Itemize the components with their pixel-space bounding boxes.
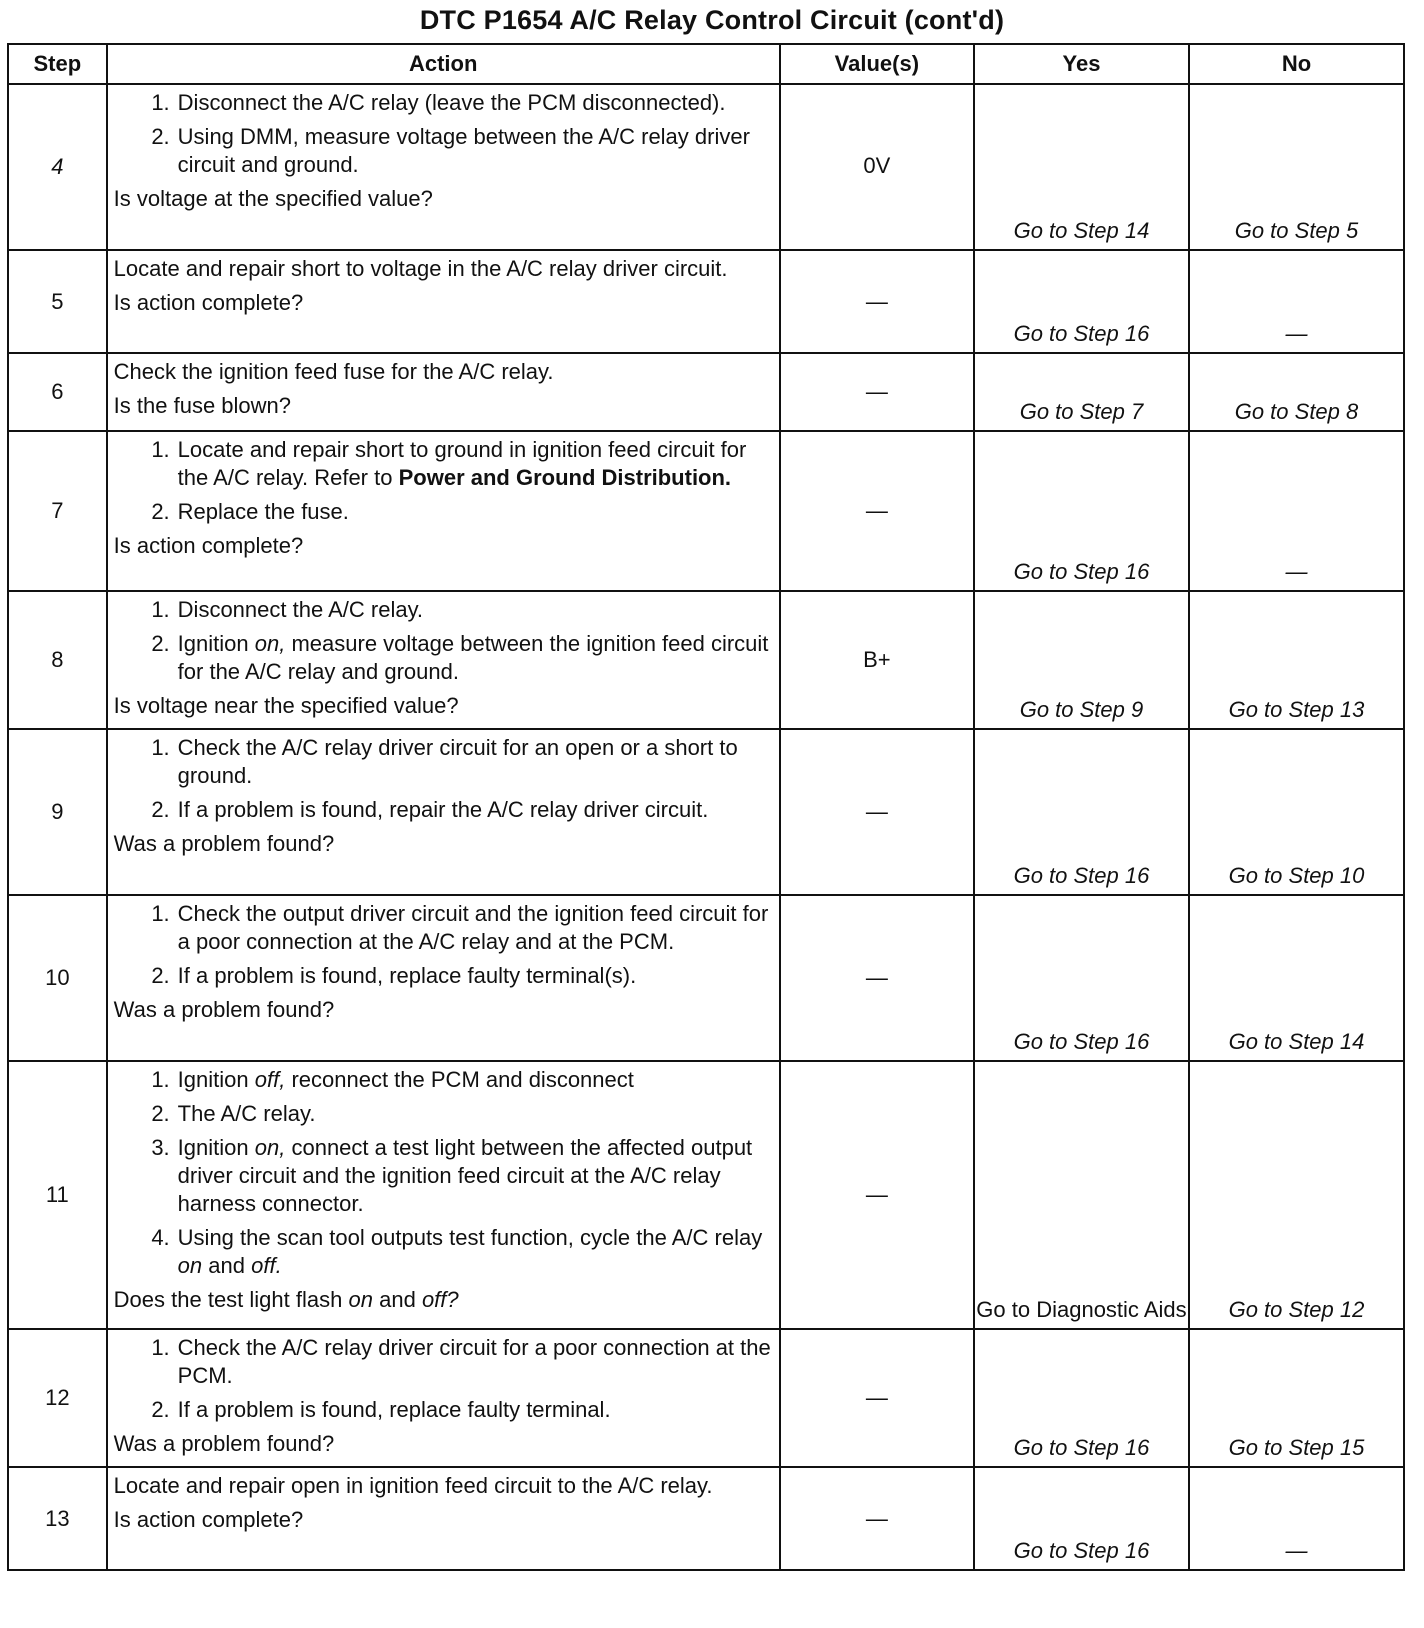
action-cell	[107, 431, 780, 591]
no-cell: Go to Step 12	[1189, 1061, 1404, 1329]
value-cell: —	[780, 1061, 974, 1329]
action-cell	[107, 1061, 780, 1329]
action-item: 2. The A/C relay.	[151, 1101, 316, 1126]
step-number: 12	[8, 1329, 107, 1467]
action-cell	[107, 250, 780, 353]
table-row	[8, 431, 1404, 591]
action-question: Does the test light flash on and off?	[113, 1287, 459, 1312]
no-cell: Go to Step 13	[1189, 591, 1404, 729]
no-cell: —	[1189, 1467, 1404, 1570]
action-text: Locate and repair short to voltage in the A/C relay driver circuit.	[113, 256, 728, 281]
action-question: Is the fuse blown?	[113, 393, 292, 418]
no-cell: Go to Step 8	[1189, 353, 1404, 431]
value-cell: —	[780, 431, 974, 591]
value-cell: —	[780, 353, 974, 431]
page-title: DTC P1654 A/C Relay Control Circuit (cont'd)	[419, 5, 1005, 35]
value-cell: —	[780, 729, 974, 895]
no-cell: —	[1189, 431, 1404, 591]
table-row	[8, 250, 1404, 353]
action-item: 2. Using DMM, measure voltage between the A/C relay driver circuit and ground.	[151, 124, 750, 177]
header-no: No	[1189, 44, 1404, 84]
action-cell	[107, 353, 780, 431]
action-cell	[107, 1329, 780, 1467]
table-row	[8, 84, 1404, 250]
yes-cell: Go to Step 16	[974, 1467, 1189, 1570]
no-cell: Go to Step 15	[1189, 1329, 1404, 1467]
action-item: 2. Ignition on, measure voltage between the ignition feed circuit for the A/C relay and ground.	[151, 631, 769, 684]
action-item: 2. If a problem is found, replace faulty terminal.	[151, 1397, 611, 1422]
action-cell	[107, 895, 780, 1061]
yes-cell: Go to Step 16	[974, 729, 1189, 895]
action-item: 1. Ignition off, reconnect the PCM and disconnect	[151, 1067, 634, 1092]
action-question: Was a problem found?	[113, 1431, 335, 1456]
action-cell	[107, 84, 780, 250]
yes-cell: Go to Step 7	[974, 353, 1189, 431]
yes-cell: Go to Step 16	[974, 1329, 1189, 1467]
header-yes: Yes	[974, 44, 1189, 84]
action-question: Is voltage near the specified value?	[113, 693, 459, 718]
value-cell: 0V	[780, 84, 974, 250]
action-question: Was a problem found?	[113, 997, 335, 1022]
action-item: 1. Check the output driver circuit and the ignition feed circuit for a poor connection at the A/C relay and at the PCM.	[151, 901, 769, 954]
table-row	[8, 1329, 1404, 1467]
no-cell: Go to Step 5	[1189, 84, 1404, 250]
action-cell	[107, 1467, 780, 1570]
value-cell: —	[780, 895, 974, 1061]
yes-cell: Go to Step 9	[974, 591, 1189, 729]
step-number: 7	[8, 431, 107, 591]
value-cell: —	[780, 1467, 974, 1570]
no-cell: Go to Step 14	[1189, 895, 1404, 1061]
table-row	[8, 895, 1404, 1061]
step-number: 9	[8, 729, 107, 895]
action-item: 1. Locate and repair short to ground in ignition feed circuit for the A/C relay. Refer to Power and Ground Distribution.	[151, 437, 747, 490]
action-question: Was a problem found?	[113, 831, 335, 856]
action-item: 2. If a problem is found, repair the A/C relay driver circuit.	[151, 797, 709, 822]
action-item: 2. Replace the fuse.	[151, 499, 349, 524]
step-number: 10	[8, 895, 107, 1061]
table-row	[8, 1467, 1404, 1570]
step-number: 5	[8, 250, 107, 353]
no-cell: Go to Step 10	[1189, 729, 1404, 895]
action-question: Is voltage at the specified value?	[113, 186, 433, 211]
value-cell: B+	[780, 591, 974, 729]
action-item: 2. If a problem is found, replace faulty terminal(s).	[151, 963, 637, 988]
yes-cell: Go to Step 14	[974, 84, 1189, 250]
yes-cell: Go to Step 16	[974, 250, 1189, 353]
value-cell: —	[780, 1329, 974, 1467]
action-text: Check the ignition feed fuse for the A/C relay.	[113, 359, 554, 384]
value-cell: —	[780, 250, 974, 353]
action-item: 1. Check the A/C relay driver circuit for an open or a short to ground.	[151, 735, 738, 788]
action-question: Is action complete?	[113, 1507, 304, 1532]
diagnostic-table	[7, 43, 1405, 1571]
action-item: 1. Disconnect the A/C relay.	[151, 597, 424, 622]
header-values: Value(s)	[780, 44, 974, 84]
yes-cell: Go to Step 16	[974, 895, 1189, 1061]
action-question: Is action complete?	[113, 290, 304, 315]
action-item: 1. Check the A/C relay driver circuit for a poor connection at the PCM.	[151, 1335, 771, 1388]
table-header-row	[8, 44, 1404, 84]
table-row	[8, 353, 1404, 431]
step-number: 6	[8, 353, 107, 431]
step-number: 4	[8, 84, 107, 250]
action-item: 1. Disconnect the A/C relay (leave the PCM disconnected).	[151, 90, 726, 115]
action-cell	[107, 591, 780, 729]
header-step: Step	[8, 44, 107, 84]
action-item: 4. Using the scan tool outputs test function, cycle the A/C relay on and off.	[151, 1225, 763, 1278]
step-number: 11	[8, 1061, 107, 1329]
no-cell: —	[1189, 250, 1404, 353]
step-number: 8	[8, 591, 107, 729]
yes-cell: Go to Diagnostic Aids	[974, 1061, 1189, 1329]
action-cell	[107, 729, 780, 895]
yes-cell: Go to Step 16	[974, 431, 1189, 591]
table-row	[8, 591, 1404, 729]
table-row	[8, 729, 1404, 895]
table-row	[8, 1061, 1404, 1329]
action-text: Locate and repair open in ignition feed circuit to the A/C relay.	[113, 1473, 713, 1498]
action-item: 3. Ignition on, connect a test light between the affected output driver circuit and the ignition feed circuit at the A/C relay harness connector.	[151, 1135, 753, 1216]
header-action: Action	[107, 44, 780, 84]
step-number: 13	[8, 1467, 107, 1570]
action-question: Is action complete?	[113, 533, 304, 558]
